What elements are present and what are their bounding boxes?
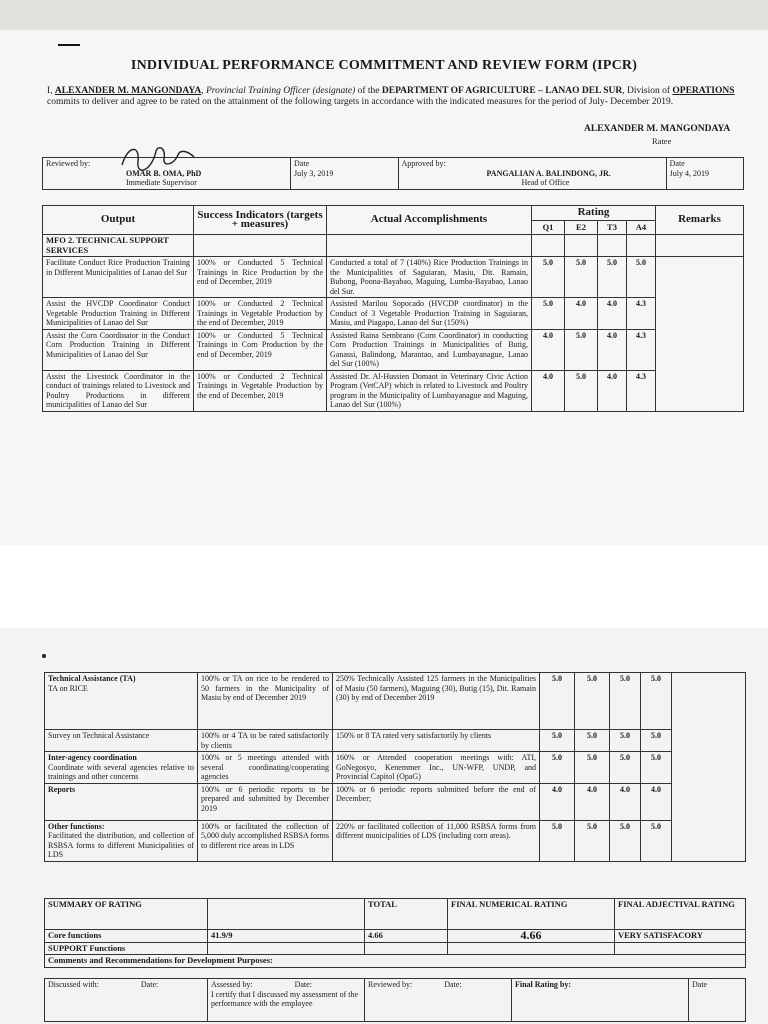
ipcr-table-continued bbox=[44, 672, 746, 862]
employee-name: ALEXANDER M. MANGONDAYA bbox=[54, 86, 202, 96]
core-functions-total: 4.66 bbox=[365, 930, 448, 943]
approver-name: PANGALIAN A. BALINDONG, JR. bbox=[486, 168, 611, 178]
col-e2: E2 bbox=[565, 220, 598, 235]
final-adjectival-rating: VERY SATISFACORY bbox=[615, 930, 746, 943]
scan-top-margin bbox=[0, 0, 768, 30]
page-gap bbox=[0, 545, 768, 628]
pen-mark bbox=[58, 44, 80, 46]
col-a4: A4 bbox=[627, 220, 656, 235]
col-q1: Q1 bbox=[532, 220, 565, 235]
final-numerical-label: FINAL NUMERICAL RATING bbox=[448, 899, 615, 930]
mfo-section: MFO 2. TECHNICAL SUPPORT SERVICES bbox=[43, 235, 194, 257]
col-rating: Rating bbox=[532, 206, 656, 221]
review-date: July 3, 2019 bbox=[294, 168, 334, 178]
summary-table bbox=[44, 898, 746, 968]
total-label: TOTAL bbox=[365, 899, 448, 930]
approve-date: July 4, 2019 bbox=[669, 168, 709, 178]
reviewer-name: OMAR B. OMA, PhD bbox=[126, 168, 202, 178]
review-date-cell: Date July 3, 2019 bbox=[291, 158, 398, 190]
ratee-label: Ratee bbox=[652, 136, 672, 146]
table-row: Reports 100% or 6 periodic reports to be prepared and submitted by December 2019 100% or 6 periodic reports submitted before the end of December; 4.0 4.0 4.0 4.0 bbox=[45, 783, 746, 820]
table-row: Facilitate Conduct Rice Production Training in Different Municipalities of Lanao del Sur 100% or Conducted 5 Technical Trainings in Rice Production by the end of December, 2019 Conducted a total of 7 (140%) Rice Production Trainings in the Municipalities of Saguiaran, Masiu, Dit. Ramain, Bubong, Poona-Bayabao, Maguing, Lumba-Bayabao, Lanao del Sur. 5.0 5.0 5.0 5.0 bbox=[43, 257, 744, 298]
reviewer-role: Immediate Supervisor bbox=[126, 178, 197, 187]
scan-speck bbox=[42, 654, 46, 658]
col-success-indicators: Success Indicators (targets + measures) bbox=[194, 206, 327, 235]
comments-label: Comments and Recommendations for Development Purposes: bbox=[45, 955, 746, 968]
approver-cell: Approved by: PANGALIAN A. BALINDONG, JR. Head of Office bbox=[398, 158, 666, 190]
form-page-2 bbox=[0, 628, 768, 1024]
certification-text: I certify that I discussed my assessment of the performance with the employee bbox=[211, 989, 359, 1008]
reviewer-cell: Reviewed by: OMAR B. OMA, PhD Immediate Supervisor bbox=[43, 158, 291, 190]
core-functions-value: 41.9/9 bbox=[208, 930, 365, 943]
ipcr-table bbox=[42, 205, 744, 412]
form-title: INDIVIDUAL PERFORMANCE COMMITMENT AND REVIEW FORM (IPCR) bbox=[130, 58, 638, 73]
table-row: Inter-agency coordination Coordinate with several agencies relative to trainings and other concerns 100% or 5 meetings attended with several coordinating/cooperating agencies 160% or Attended cooperation meetings with: ATI, GoNegosyo, Kenemmer Inc., UN-WFP, UNDP, and Provincial Capitol (OpaG) 5.0 5.0 5.0 5.0 bbox=[45, 752, 746, 784]
position-title: Provincial Training Officer (designate) bbox=[205, 86, 356, 96]
footer-signature-table: Discussed with: Date: Assessed by: Date: I certify that I discussed my assessment of the performance with the employee Reviewed by: Date: Final Rating by: Date bbox=[44, 978, 746, 1022]
commitment-text: commits to deliver and agree to be rated on the attainment of the following targets in accordance with the indicated measures for the period of July- December 2019. bbox=[47, 97, 674, 107]
final-adjectival-label: FINAL ADJECTIVAL RATING bbox=[615, 899, 746, 930]
col-output: Output bbox=[43, 206, 194, 235]
approver-role: Head of Office bbox=[521, 178, 570, 187]
table-row: Technical Assistance (TA) TA on RICE 100% or TA on rice to be rendered to 50 farmers in the Municipality of Masiu by end of December 2019 250% Technically Assisted 125 farmers in the Municipalities of Masiu (50 farmers), Maguing (30), Butig (15), Dit. Ramain (30) by end of December 2019 5.0 5.0 5.0 5.0 bbox=[45, 673, 746, 730]
summary-label: SUMMARY OF RATING bbox=[45, 899, 208, 930]
col-remarks: Remarks bbox=[656, 206, 744, 235]
table-row: Assist the Livestock Coordinator in the conduct of trainings related to Livestock and Poultry Productions in different municipalities of Lanao del Sur 100% or Conducted 2 Technical Trainings in Vegetable Production by the end of December, 2019 Assisted Dr. Al-Hussien Domaot in Veterinary Civic Action Program (VetCAP) which is related to Livestock and Poultry program in the Municipality of Lumbayanague and Maguing, Lanao del Sur (100%) 4.0 5.0 4.0 4.3 bbox=[43, 370, 744, 411]
remarks-cell bbox=[656, 257, 744, 412]
remarks-cell bbox=[672, 673, 746, 862]
division-name: OPERATIONS bbox=[672, 86, 735, 96]
signature-mark bbox=[118, 141, 198, 173]
intro-paragraph: I, ALEXANDER M. MANGONDAYA, Provincial Training Officer (designate) of the DEPARTMENT OF AGRICULTURE – LANAO DEL SUR, Division of OPERATIONS commits to deliver and agree to be rated on the attainment of the following targets in accordance with the indicated measures for the period of July- December 2019. bbox=[47, 86, 735, 107]
table-row: Survey on Technical Assistance 100% or 4 TA to be rated satisfactorily by clients 150% or 8 TA rated very satisfactorily by clients 5.0 5.0 5.0 5.0 bbox=[45, 730, 746, 752]
support-functions-label: SUPPORT Functions bbox=[45, 942, 208, 955]
col-actual: Actual Accomplishments bbox=[327, 206, 532, 235]
table-row: Assist the HVCDP Coordinator Conduct Vegetable Production Training in Different Municipalities of Lanao del Sur 100% or Conducted 2 Technical Trainings in Vegetable Production by the end of December, 2019 Assisted Marilou Sopocado (HVCDP coordinator) in the Conduct of 3 Vegetable Production Training in Saguiaran, Masiu, and Piagapo, Lanao del Sur (150%) 5.0 4.0 4.0 4.3 bbox=[43, 298, 744, 330]
col-t3: T3 bbox=[598, 220, 627, 235]
approve-date-cell: Date July 4, 2019 bbox=[666, 158, 743, 190]
core-functions-label: Core functions bbox=[45, 930, 208, 943]
table-row: Other functions: Facilitated the distribution, and collection of RSBSA forms to different Municipalities of LDS 100% or facilitated the collection of 5,000 duly accomplished RSBSA forms to different rice areas in LDS 220% or facilitated collection of 11,000 RSBSA forms from different municipalities of LDS (including corn areas). 5.0 5.0 5.0 5.0 bbox=[45, 820, 746, 861]
final-numerical-rating: 4.66 bbox=[448, 930, 615, 943]
ratee-name: ALEXANDER M. MANGONDAYA bbox=[584, 124, 731, 134]
department-name: DEPARTMENT OF AGRICULTURE – LANAO DEL SUR bbox=[381, 86, 623, 96]
table-row: Assist the Corn Coordinator in the Conduct Corn Production Training in Different Municipalities of Lanao del Sur 100% or Conducted 5 Technical Trainings in Corn Production by the end of December, 2019 Assisted Raina Sembrano (Corn Coordinator) in conducting Corn Production Trainings in Municipalities of Butig, Ganassi, Balindong, Marantao, and Lumbayanague, Lanao del Sur (100%) 4.0 5.0 4.0 4.3 bbox=[43, 329, 744, 370]
